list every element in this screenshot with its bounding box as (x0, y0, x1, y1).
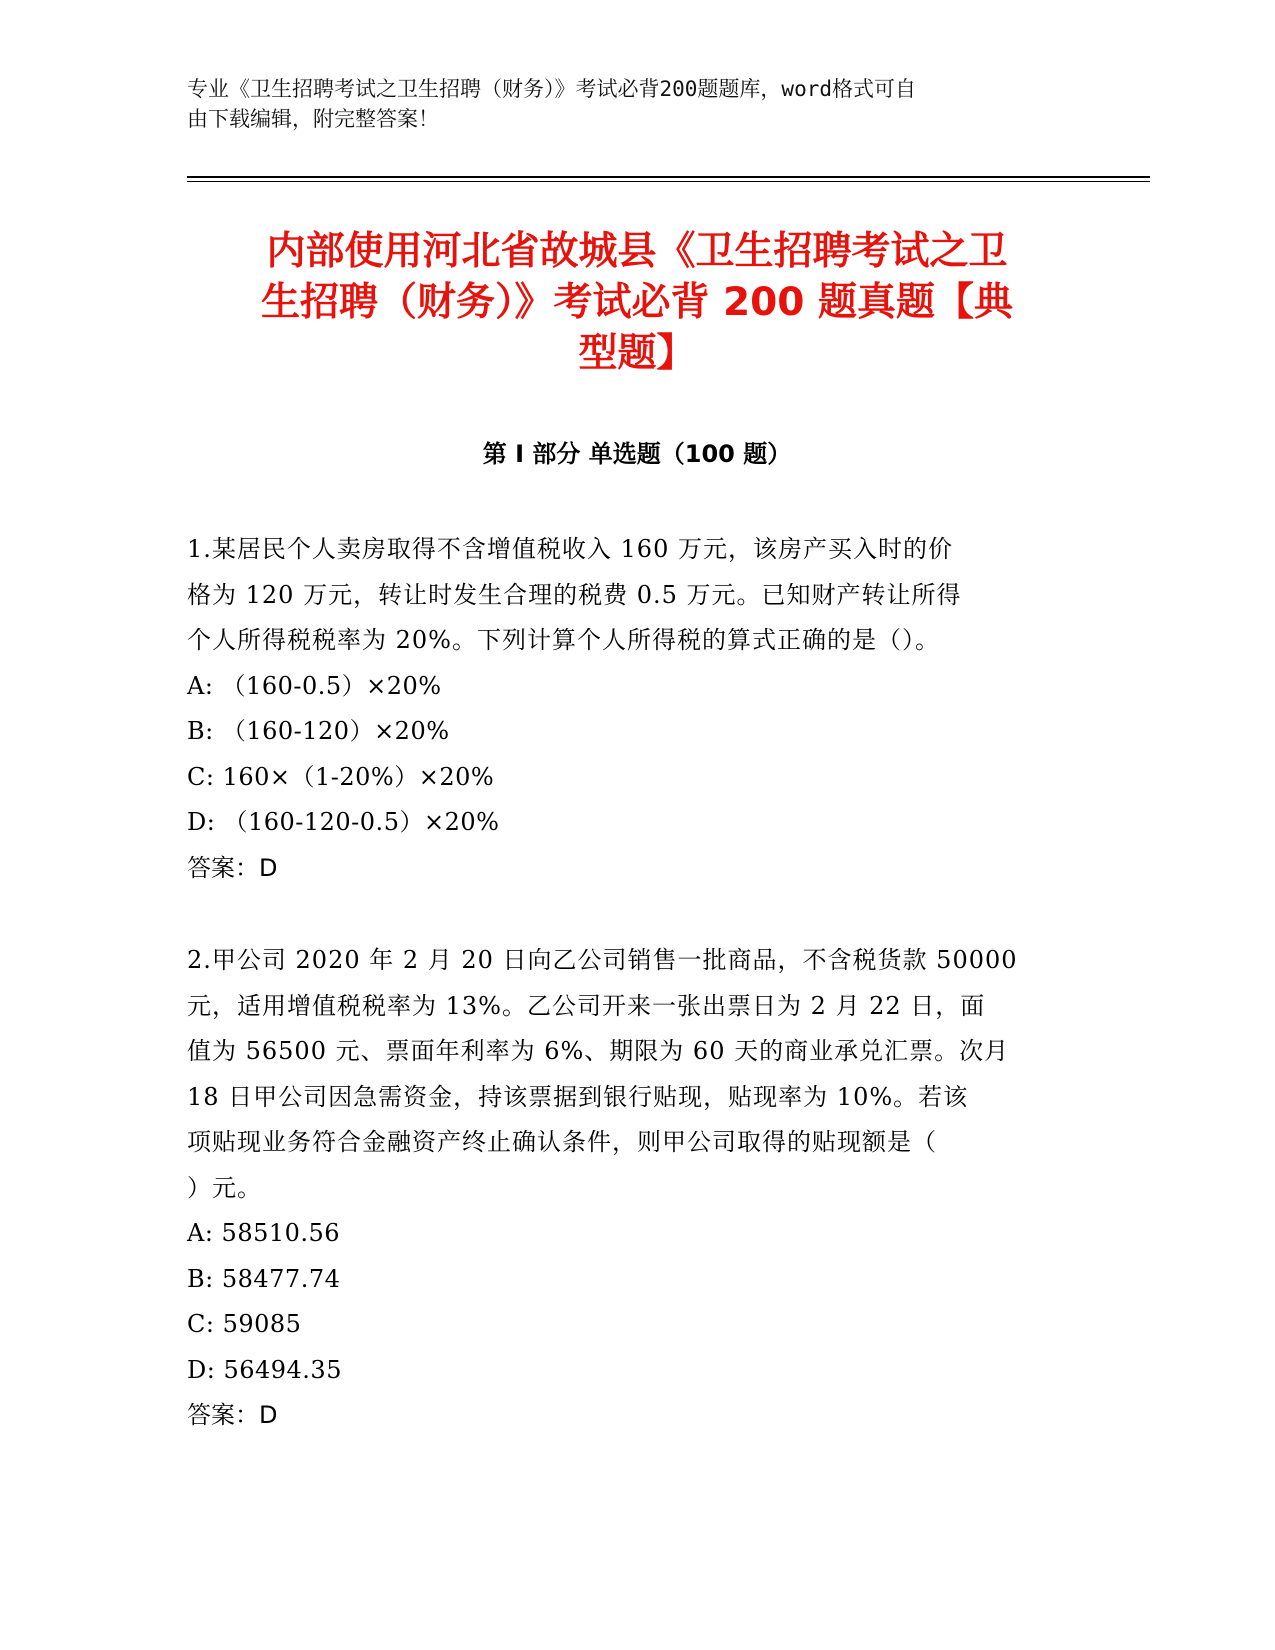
option-b: B: 58477.74 (187, 1264, 341, 1293)
question-1 (187, 527, 1087, 891)
stem-line: ）元。 (187, 1173, 262, 1202)
header-note-line-1: 专业《卫生招聘考试之卫生招聘（财务）》考试必背200题题库，word格式可自 (187, 77, 916, 101)
answer: 答案：D (187, 1401, 278, 1429)
stem-line: 1.某居民个人卖房取得不含增值税收入 160 万元，该房产买入时的价 (187, 535, 953, 563)
header-divider-thick (187, 176, 1150, 178)
document-title (187, 226, 1087, 379)
question-2 (187, 938, 1087, 1439)
option-c: C: 59085 (187, 1310, 302, 1338)
header-divider-thin (187, 181, 1150, 182)
option-a: A: （160-0.5）×20% (187, 671, 442, 700)
section-title: 第 I 部分 单选题（100 题） (482, 440, 792, 468)
document-title-line-2: 生招聘（财务）》考试必背 200 题真题【典 (260, 280, 1014, 325)
header-note-line-2: 由下载编辑，附完整答案！ (187, 107, 439, 131)
stem-line: 个人所得税税率为 20%。下列计算个人所得税的算式正确的是（）。 (187, 626, 940, 654)
stem-line: 18 日甲公司因急需资金，持该票据到银行贴现，贴现率为 10%。若该 (187, 1082, 969, 1111)
option-a: A: 58510.56 (187, 1219, 341, 1247)
stem-line: 项贴现业务符合金融资产终止确认条件，则甲公司取得的贴现额是（ (187, 1128, 937, 1156)
header-note (187, 74, 1087, 134)
option-c: C: 160×（1-20%）×20% (187, 762, 495, 791)
stem-line: 元，适用增值税税率为 13%。乙公司开来一张出票日为 2 月 22 日，面 (187, 991, 986, 1020)
option-b: B: （160-120）×20% (187, 717, 450, 745)
question-stem (187, 527, 1087, 664)
answer: 答案：D (187, 853, 278, 882)
option-d: D: （160-120-0.5）×20% (187, 808, 500, 836)
question-stem (187, 938, 1087, 1211)
stem-line: 值为 56500 元、票面年利率为 6%、期限为 60 天的商业承兑汇票。次月 (187, 1037, 1010, 1065)
document-title-line-3: 型题】 (578, 331, 696, 376)
option-d: D: 56494.35 (187, 1355, 342, 1384)
document-title-line-1: 内部使用河北省故城县《卫生招聘考试之卫 (266, 229, 1008, 274)
stem-line: 格为 120 万元，转让时发生合理的税费 0.5 万元。已知财产转让所得 (187, 580, 962, 609)
stem-line: 2.甲公司 2020 年 2 月 20 日向乙公司销售一批商品，不含税货款 50000 (187, 946, 1018, 974)
